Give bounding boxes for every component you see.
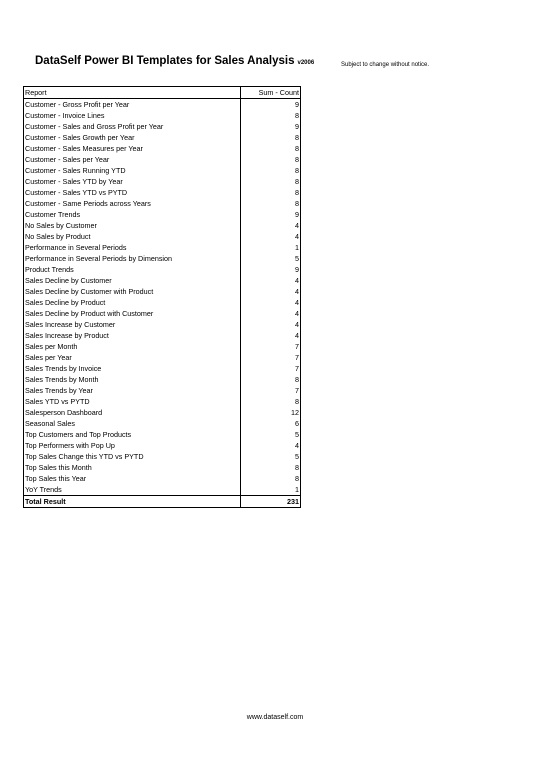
- report-name-cell: Sales per Month: [24, 341, 241, 352]
- version-label: v2006: [297, 60, 315, 66]
- count-cell: 7: [240, 341, 300, 352]
- table-header-row: [24, 87, 301, 99]
- count-cell: 8: [240, 176, 300, 187]
- table-row: [24, 363, 301, 374]
- table-row: [24, 231, 301, 242]
- total-value: 231: [240, 496, 300, 508]
- table-row: [24, 187, 301, 198]
- table-row: [24, 198, 301, 209]
- table-row: [24, 462, 301, 473]
- notice-text: Subject to change without notice.: [341, 62, 430, 68]
- table-row: [24, 176, 301, 187]
- table-row: [24, 286, 301, 297]
- report-name-cell: Sales Trends by Year: [24, 385, 241, 396]
- count-cell: 1: [240, 484, 300, 496]
- count-cell: 8: [240, 374, 300, 385]
- column-header-report: Report: [24, 87, 241, 99]
- report-name-cell: Top Customers and Top Products: [24, 429, 241, 440]
- report-name-cell: Sales Decline by Product with Customer: [24, 308, 241, 319]
- report-name-cell: Customer - Sales Growth per Year: [24, 132, 241, 143]
- report-name-cell: Customer - Same Periods across Years: [24, 198, 241, 209]
- report-name-cell: Customer - Sales Running YTD: [24, 165, 241, 176]
- count-cell: 9: [240, 121, 300, 132]
- table-row: [24, 275, 301, 286]
- count-cell: 8: [240, 132, 300, 143]
- count-cell: 4: [240, 319, 300, 330]
- count-cell: 8: [240, 198, 300, 209]
- report-name-cell: Customer - Invoice Lines: [24, 110, 241, 121]
- count-cell: 9: [240, 264, 300, 275]
- report-name-cell: No Sales by Customer: [24, 220, 241, 231]
- count-cell: 4: [240, 330, 300, 341]
- report-name-cell: Customer - Sales Measures per Year: [24, 143, 241, 154]
- report-name-cell: Sales YTD vs PYTD: [24, 396, 241, 407]
- count-cell: 7: [240, 352, 300, 363]
- table-row: [24, 341, 301, 352]
- table-body: [24, 99, 301, 496]
- count-cell: 6: [240, 418, 300, 429]
- count-cell: 4: [240, 297, 300, 308]
- table-row: [24, 396, 301, 407]
- table-row: [24, 308, 301, 319]
- report-name-cell: YoY Trends: [24, 484, 241, 496]
- table-row: [24, 209, 301, 220]
- column-header-sum-count: Sum - Count: [240, 87, 300, 99]
- table-row: [24, 473, 301, 484]
- count-cell: 4: [240, 286, 300, 297]
- footer-url: www.dataself.com: [246, 714, 304, 721]
- count-cell: 5: [240, 451, 300, 462]
- table-row: [24, 319, 301, 330]
- report-table: [23, 86, 301, 508]
- table-row: [24, 374, 301, 385]
- table-row: [24, 154, 301, 165]
- report-name-cell: Salesperson Dashboard: [24, 407, 241, 418]
- report-name-cell: Top Sales Change this YTD vs PYTD: [24, 451, 241, 462]
- table-row: [24, 220, 301, 231]
- count-cell: 7: [240, 385, 300, 396]
- report-name-cell: Top Sales this Year: [24, 473, 241, 484]
- count-cell: 4: [240, 308, 300, 319]
- table-row: [24, 264, 301, 275]
- title-text: DataSelf Power BI Templates for Sales Analysis: [35, 55, 295, 67]
- report-name-cell: Sales Trends by Month: [24, 374, 241, 385]
- report-name-cell: Product Trends: [24, 264, 241, 275]
- count-cell: 1: [240, 242, 300, 253]
- table-row: [24, 407, 301, 418]
- report-name-cell: Customer - Sales per Year: [24, 154, 241, 165]
- report-name-cell: Top Sales this Month: [24, 462, 241, 473]
- report-name-cell: Sales per Year: [24, 352, 241, 363]
- report-name-cell: Customer Trends: [24, 209, 241, 220]
- table-row: [24, 385, 301, 396]
- count-cell: 8: [240, 187, 300, 198]
- report-name-cell: Customer - Sales and Gross Profit per Year: [24, 121, 241, 132]
- document-title: [35, 55, 314, 67]
- count-cell: 5: [240, 253, 300, 264]
- report-name-cell: Sales Decline by Customer with Product: [24, 286, 241, 297]
- report-name-cell: Sales Trends by Invoice: [24, 363, 241, 374]
- count-cell: 8: [240, 396, 300, 407]
- table-row: [24, 418, 301, 429]
- total-row: [24, 496, 301, 508]
- count-cell: 4: [240, 220, 300, 231]
- report-name-cell: Performance in Several Periods: [24, 242, 241, 253]
- count-cell: 4: [240, 231, 300, 242]
- table-row: [24, 451, 301, 462]
- table-row: [24, 330, 301, 341]
- table-row: [24, 253, 301, 264]
- table-row: [24, 121, 301, 132]
- table-row: [24, 352, 301, 363]
- report-name-cell: Customer - Sales YTD by Year: [24, 176, 241, 187]
- table-row: [24, 242, 301, 253]
- count-cell: 5: [240, 429, 300, 440]
- report-name-cell: Customer - Sales YTD vs PYTD: [24, 187, 241, 198]
- count-cell: 9: [240, 99, 300, 111]
- total-label: Total Result: [24, 496, 241, 508]
- report-name-cell: Top Performers with Pop Up: [24, 440, 241, 451]
- count-cell: 4: [240, 440, 300, 451]
- count-cell: 8: [240, 110, 300, 121]
- table-row: [24, 440, 301, 451]
- table-row: [24, 297, 301, 308]
- count-cell: 8: [240, 154, 300, 165]
- count-cell: 8: [240, 165, 300, 176]
- count-cell: 8: [240, 462, 300, 473]
- count-cell: 8: [240, 143, 300, 154]
- table-row: [24, 110, 301, 121]
- count-cell: 12: [240, 407, 300, 418]
- table-row: [24, 99, 301, 111]
- count-cell: 7: [240, 363, 300, 374]
- report-name-cell: No Sales by Product: [24, 231, 241, 242]
- report-name-cell: Sales Increase by Product: [24, 330, 241, 341]
- count-cell: 8: [240, 473, 300, 484]
- table-row: [24, 165, 301, 176]
- count-cell: 4: [240, 275, 300, 286]
- report-name-cell: Seasonal Sales: [24, 418, 241, 429]
- table-row: [24, 484, 301, 496]
- count-cell: 9: [240, 209, 300, 220]
- table-row: [24, 132, 301, 143]
- table-row: [24, 429, 301, 440]
- report-name-cell: Sales Decline by Customer: [24, 275, 241, 286]
- report-name-cell: Performance in Several Periods by Dimension: [24, 253, 241, 264]
- report-name-cell: Customer - Gross Profit per Year: [24, 99, 241, 111]
- report-name-cell: Sales Increase by Customer: [24, 319, 241, 330]
- report-name-cell: Sales Decline by Product: [24, 297, 241, 308]
- table-row: [24, 143, 301, 154]
